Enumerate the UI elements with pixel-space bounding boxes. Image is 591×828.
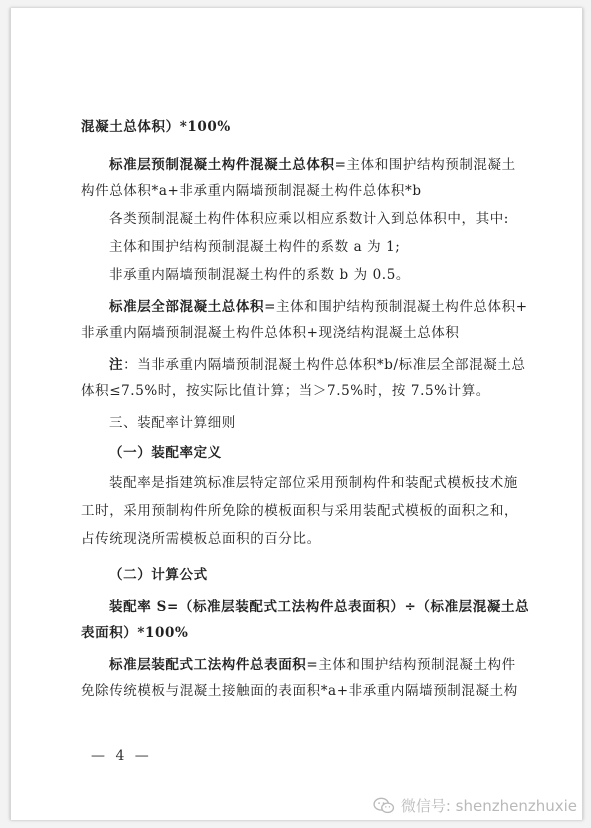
text-line	[81, 118, 231, 136]
text-line	[109, 210, 509, 228]
bold-text: 标准层预制混凝土构件混凝土总体积	[109, 157, 335, 173]
body-text: =主体和围护结构预制混凝土构件	[306, 657, 516, 673]
bold-text: 表面积）*100%	[81, 625, 189, 641]
text-line	[109, 156, 516, 174]
bold-text: 混凝土总体积）*100%	[81, 119, 231, 135]
body-text: =主体和围护结构预制混凝土	[334, 157, 516, 173]
bold-text: （二）计算公式	[109, 567, 208, 583]
body-text: 主体和围护结构预制混凝土构件的系数 a 为 1;	[109, 239, 401, 255]
bold-text: 装配率 S=（标准层装配式工法构件总表面积）÷（标准层混凝土总	[109, 599, 530, 615]
text-line	[109, 566, 208, 584]
text-line	[109, 444, 222, 462]
body-text: 体积≤7.5%时，按实际比值计算；当＞7.5%时，按 7.5%计算。	[81, 383, 490, 399]
text-line	[81, 530, 321, 548]
text-line	[109, 598, 529, 616]
text-line	[81, 502, 518, 520]
text-line	[81, 382, 490, 400]
body-text: 占传统现浇所需模板总面积的百分比。	[81, 531, 321, 547]
text-line	[109, 298, 528, 316]
body-text: 非承重内隔墙预制混凝土构件的系数 b 为 0.5。	[109, 267, 410, 283]
bold-text: （一）装配率定义	[109, 445, 222, 461]
text-line	[109, 356, 526, 374]
page-number: — 4 —	[91, 748, 152, 764]
wechat-icon	[373, 797, 395, 815]
watermark-text: 微信号: shenzhenzhuxie	[400, 797, 577, 815]
bold-text: 注	[109, 357, 124, 373]
text-line	[109, 474, 518, 492]
text-line	[81, 182, 422, 200]
body-text: 非承重内隔墙预制混凝土构件总体积+现浇结构混凝土总体积	[81, 325, 460, 341]
document-page	[10, 8, 583, 820]
body-text: 工时，采用预制构件所免除的模板面积与采用装配式模板的面积之和，	[81, 503, 519, 519]
body-text: =主体和围护结构预制混凝土构件总体积+	[264, 299, 528, 315]
body-text: 各类预制混凝土构件体积应乘以相应系数计入到总体积中，其中:	[109, 211, 509, 227]
body-text: 三、装配率计算细则	[109, 415, 236, 431]
body-text: 构件总体积*a+非承重内隔墙预制混凝土构件总体积*b	[81, 183, 422, 199]
text-line	[109, 238, 400, 256]
text-line	[81, 624, 188, 642]
body-text: ：当非承重内隔墙预制混凝土构件总体积*b/标准层全部混凝土总	[123, 357, 526, 373]
bold-text: 标准层全部混凝土总体积	[109, 299, 265, 315]
text-line	[81, 682, 518, 700]
body-text: 装配率是指建筑标准层特定部位采用预制构件和装配式模板技术施	[109, 475, 518, 491]
text-line	[81, 324, 460, 342]
text-line	[109, 656, 516, 674]
text-line	[109, 266, 410, 284]
body-text: 免除传统模板与混凝土接触面的表面积*a+非承重内隔墙预制混凝土构	[81, 683, 518, 699]
text-line	[109, 414, 236, 432]
bold-text: 标准层装配式工法构件总表面积	[109, 657, 307, 673]
watermark	[373, 795, 577, 816]
